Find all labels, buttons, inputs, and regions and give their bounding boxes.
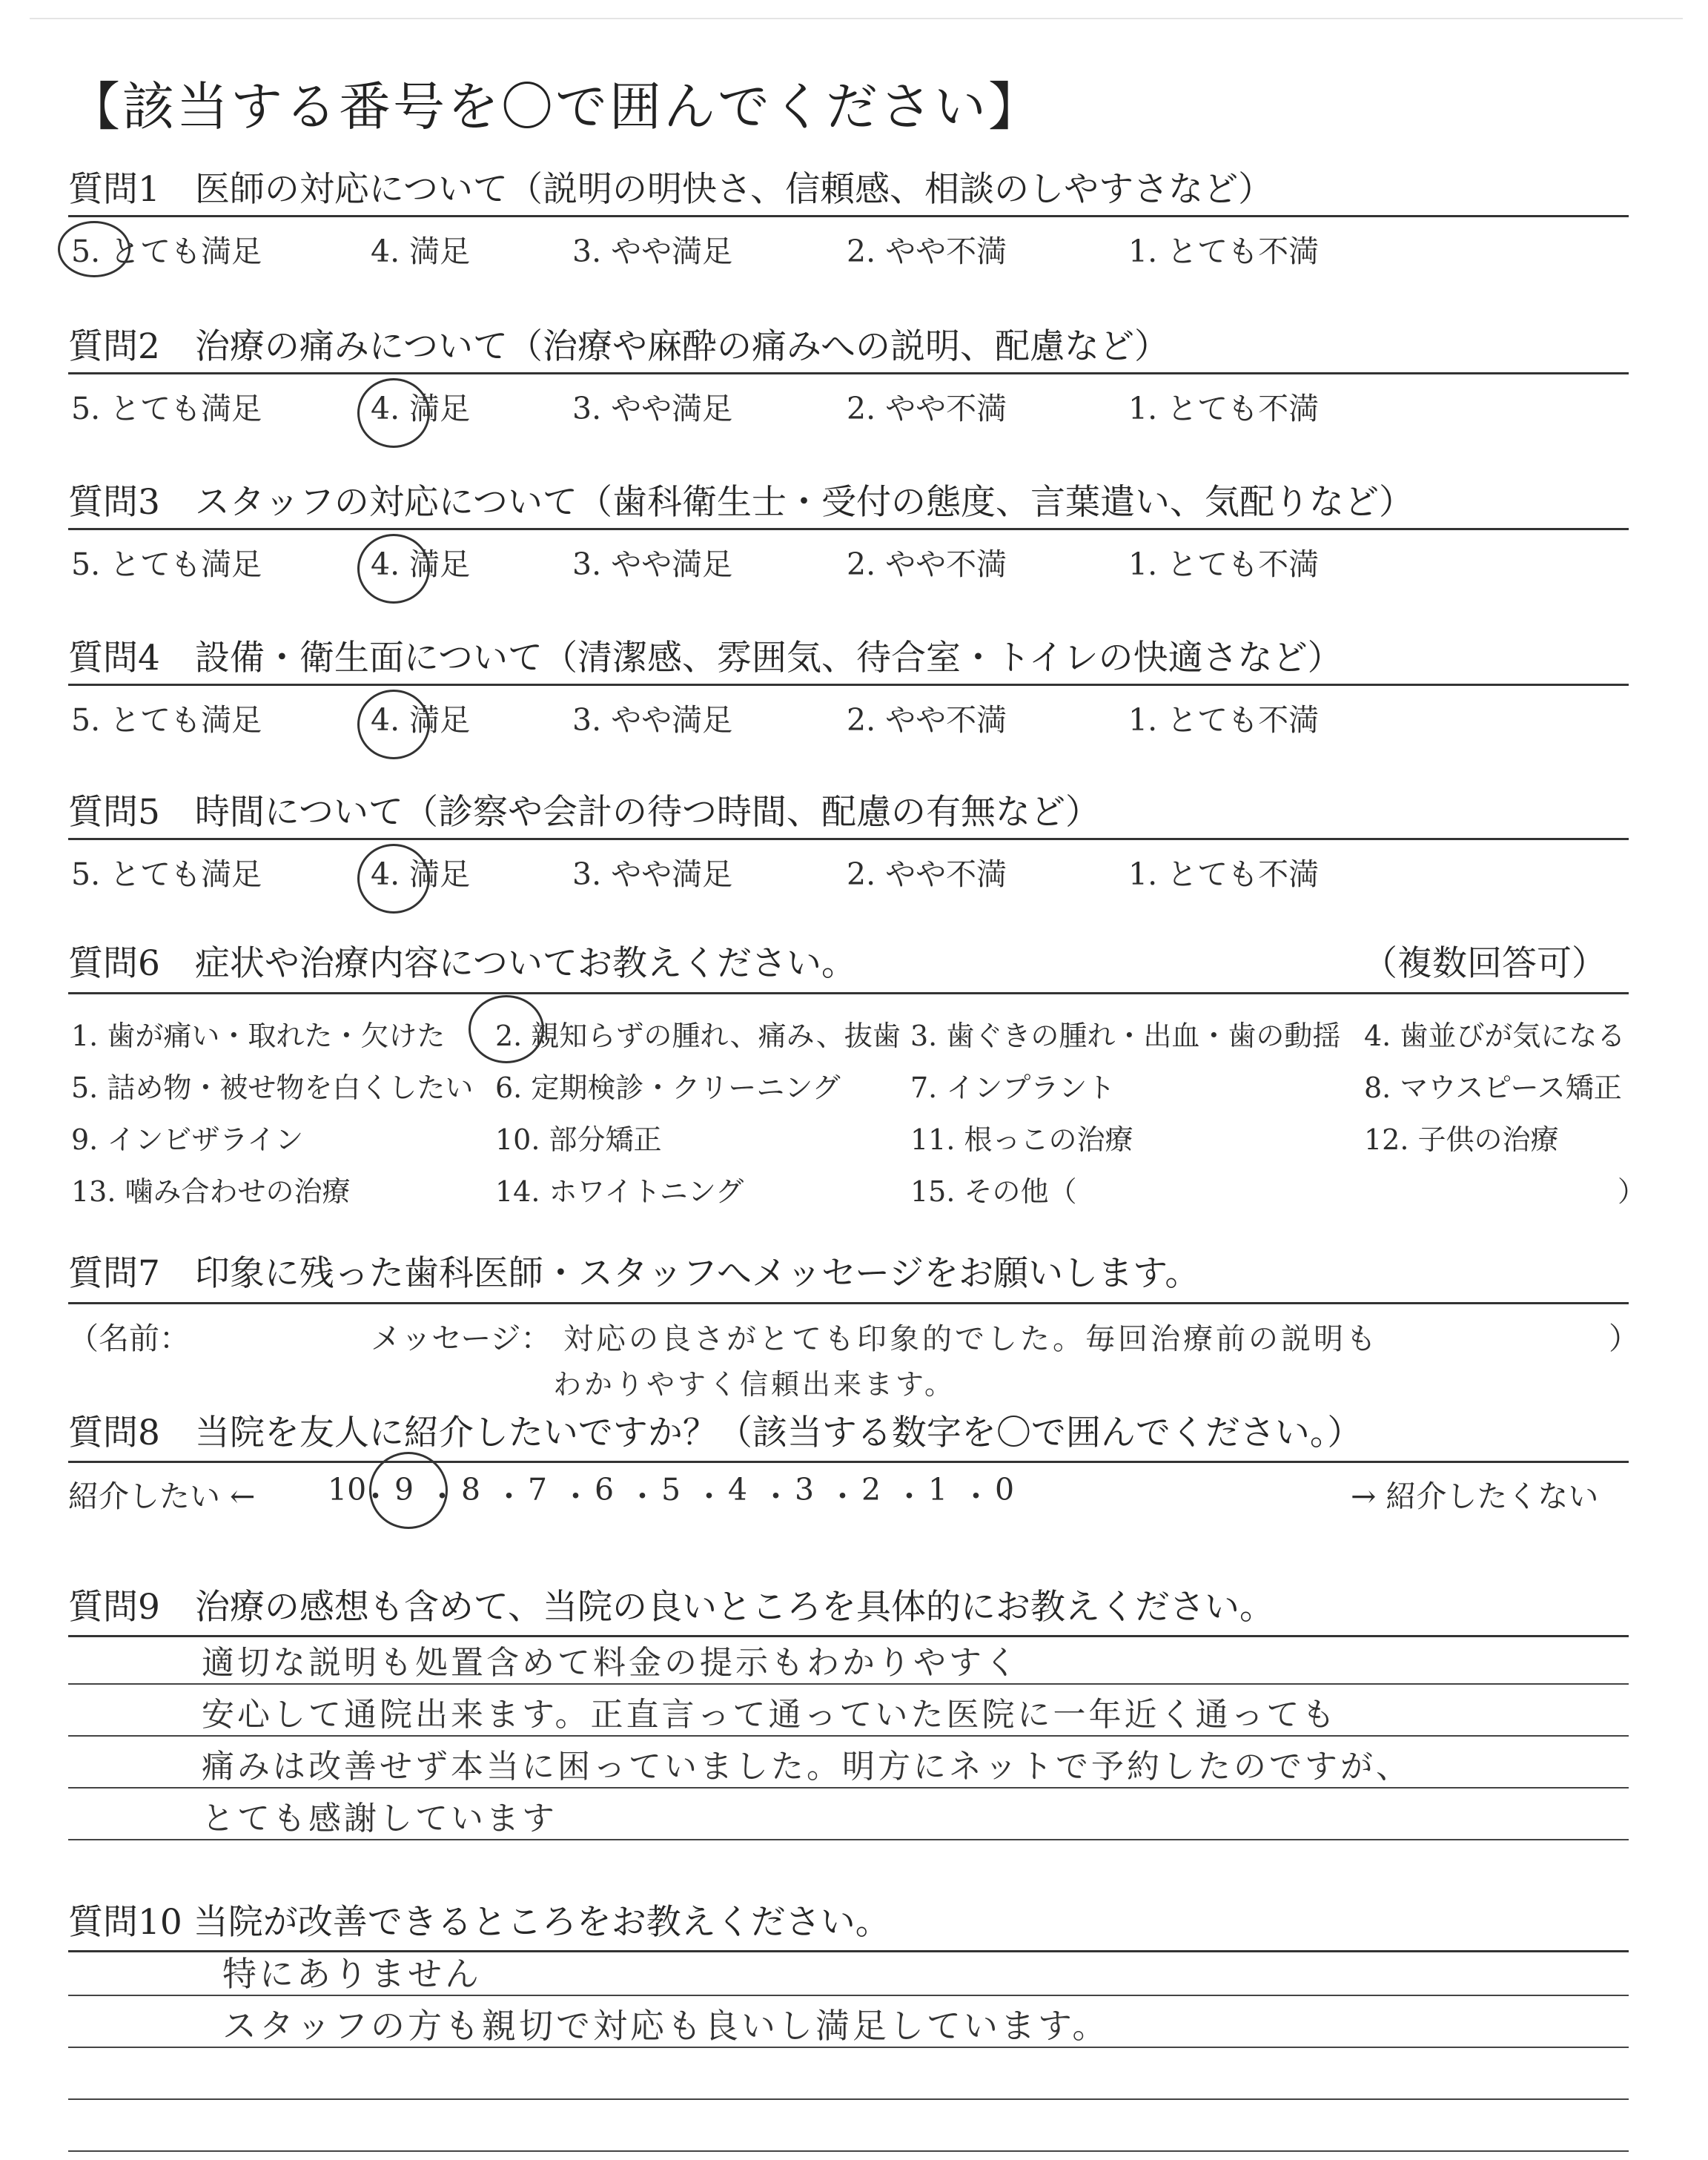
q7-message-label: メッセージ：: [371, 1321, 552, 1356]
q4-title: 質問4 設備・衛生面について（清潔感、雰囲気、待合室・トイレの快適さなど）: [68, 638, 1343, 678]
q8-left-label: 紹介したい ←: [68, 1479, 256, 1514]
q2-option-1: 1. とても不満: [1128, 391, 1320, 426]
q8-scale-10: 10: [328, 1472, 367, 1507]
q10-writing-line: [68, 2098, 1629, 2100]
q6-option-4: 4. 歯並びが気になる: [1364, 1020, 1626, 1052]
q8-rule: [68, 1461, 1629, 1463]
q6-option-16: ）: [1618, 1175, 1646, 1208]
q3-option-4: 4. 満足: [371, 546, 471, 582]
q8-title: 質問8 当院を友人に紹介したいですか？（該当する数字を〇で囲んでください。）: [68, 1413, 1363, 1453]
q8-separator: ・: [761, 1479, 791, 1514]
q6-option-12: 12. 子供の治療: [1364, 1123, 1559, 1156]
q9-writing-line: [68, 1787, 1629, 1789]
q6-option-6: 6. 定期検診・クリーニング: [495, 1071, 841, 1104]
q8-separator: ・: [894, 1479, 924, 1514]
q7-message-line2: わかりやすく信頼出来ます。: [553, 1368, 956, 1401]
q9-answer-line-3: 痛みは改善せず本当に困っていました。明方にネットで予約したのですが、: [202, 1748, 1411, 1786]
q5-option-2: 2. やや不満: [847, 856, 1007, 892]
q3-rule: [68, 528, 1629, 530]
q9-writing-line: [68, 1735, 1629, 1737]
q6-option-3: 3. 歯ぐきの腫れ・出血・歯の動揺: [910, 1020, 1341, 1052]
q2-title: 質問2 治療の痛みについて（治療や麻酔の痛みへの説明、配慮など）: [68, 326, 1170, 367]
q8-separator: ・: [360, 1479, 391, 1514]
q6-option-15: 15. その他（: [910, 1175, 1077, 1208]
q8-separator: ・: [560, 1479, 591, 1514]
q6-note: （複数回答可）: [1363, 943, 1606, 984]
q1-title: 質問1 医師の対応について（説明の明快さ、信頼感、相談のしやすさなど）: [68, 169, 1274, 210]
q4-option-2: 2. やや不満: [847, 702, 1007, 738]
q3-selection-circle: [357, 534, 430, 604]
q4-option-4: 4. 満足: [371, 702, 471, 738]
q7-name-label: （名前：: [68, 1321, 190, 1356]
q6-option-14: 14. ホワイトニング: [495, 1175, 744, 1208]
q7-close-paren: ）: [1609, 1321, 1639, 1356]
q2-option-5: 5. とても満足: [71, 391, 262, 426]
q3-title: 質問3 スタッフの対応について（歯科衛生士・受付の態度、言葉遣い、気配りなど）: [68, 482, 1414, 523]
q8-separator: ・: [827, 1479, 858, 1514]
top-border: [30, 18, 1683, 19]
q6-option-1: 1. 歯が痛い・取れた・欠けた: [71, 1020, 446, 1052]
q3-option-3: 3. やや満足: [572, 546, 733, 582]
q8-scale-5: 5: [661, 1472, 681, 1507]
q2-rule: [68, 372, 1629, 374]
q6-option-9: 9. インビザライン: [71, 1123, 304, 1156]
q4-selection-circle: [357, 690, 430, 759]
q8-separator: ・: [961, 1479, 991, 1514]
q5-option-5: 5. とても満足: [71, 856, 262, 892]
q8-scale-4: 4: [728, 1472, 748, 1507]
q8-scale-2: 2: [861, 1472, 881, 1507]
q10-writing-line: [68, 2150, 1629, 2152]
q2-option-3: 3. やや満足: [572, 391, 733, 426]
q8-separator: ・: [427, 1479, 457, 1514]
q9-answer-line-4: とても感謝しています: [202, 1800, 557, 1837]
q8-scale-1: 1: [928, 1472, 948, 1507]
q6-option-10: 10. 部分矯正: [495, 1123, 662, 1156]
q5-option-4: 4. 満足: [371, 856, 471, 892]
q6-option-11: 11. 根っこの治療: [910, 1123, 1133, 1156]
q8-right-label: → 紹介したくない: [1351, 1479, 1599, 1514]
q6-option-8: 8. マウスピース矯正: [1364, 1071, 1622, 1104]
q8-scale-8: 8: [461, 1472, 481, 1507]
q1-option-3: 3. やや満足: [572, 234, 733, 269]
q2-option-4: 4. 満足: [371, 391, 471, 426]
q8-scale-9: 9: [394, 1472, 414, 1507]
q4-option-3: 3. やや満足: [572, 702, 733, 738]
q8-selection-circle: [369, 1452, 448, 1529]
q7-title: 質問7 印象に残った歯科医師・スタッフへメッセージをお願いします。: [68, 1253, 1200, 1294]
q9-answer-line-1: 適切な説明も処置含めて料金の提示もわかりやすく: [202, 1644, 1020, 1682]
q10-title: 質問10 当院が改善できるところをお教えください。: [68, 1902, 890, 1943]
q8-separator: ・: [694, 1479, 724, 1514]
q4-option-5: 5. とても満足: [71, 702, 262, 738]
q6-option-7: 7. インプラント: [910, 1071, 1116, 1104]
q5-option-1: 1. とても不満: [1128, 856, 1320, 892]
q5-title: 質問5 時間について（診察や会計の待つ時間、配慮の有無など）: [68, 792, 1100, 833]
q8-scale-0: 0: [995, 1472, 1015, 1507]
q7-message-line1: 対応の良さがとても印象的でした。毎回治療前の説明も: [563, 1322, 1379, 1356]
q6-rule: [68, 992, 1629, 994]
q8-scale-6: 6: [595, 1472, 615, 1507]
q6-option-13: 13. 噛み合わせの治療: [71, 1175, 351, 1208]
q5-rule: [68, 838, 1629, 840]
q4-rule: [68, 684, 1629, 686]
q3-option-5: 5. とても満足: [71, 546, 262, 582]
q9-writing-line: [68, 1683, 1629, 1685]
q8-separator: ・: [494, 1479, 524, 1514]
q4-option-1: 1. とても不満: [1128, 702, 1320, 738]
q2-selection-circle: [357, 378, 430, 448]
q10-answer-line-1: 特にありません: [222, 1954, 482, 1994]
form-header: 【該当する番号を〇で囲んでください】: [68, 76, 1042, 137]
q6-selection-circle: [469, 995, 544, 1063]
q5-selection-circle: [357, 844, 430, 914]
q7-rule: [68, 1302, 1629, 1304]
q8-scale-7: 7: [528, 1472, 548, 1507]
q1-selection-circle: [58, 221, 130, 277]
q9-writing-line: [68, 1839, 1629, 1840]
q1-option-5: 5. とても満足: [71, 234, 262, 269]
q10-answer-line-2: スタッフの方も親切で対応も良いし満足しています。: [222, 2006, 1110, 2046]
q3-option-2: 2. やや不満: [847, 546, 1007, 582]
q5-option-3: 3. やや満足: [572, 856, 733, 892]
q6-title: 質問6 症状や治療内容についてお教えください。: [68, 943, 856, 984]
q8-separator: ・: [627, 1479, 658, 1514]
q1-option-1: 1. とても不満: [1128, 234, 1320, 269]
q9-answer-line-2: 安心して通院出来ます。正直言って通っていた医院に一年近く通っても: [202, 1696, 1338, 1734]
q3-option-1: 1. とても不満: [1128, 546, 1320, 582]
q1-option-4: 4. 満足: [371, 234, 471, 269]
q6-option-2: 2. 親知らずの腫れ、痛み、抜歯: [495, 1020, 901, 1052]
q8-scale-3: 3: [795, 1472, 815, 1507]
q1-rule: [68, 215, 1629, 217]
q2-option-2: 2. やや不満: [847, 391, 1007, 426]
q6-option-5: 5. 詰め物・被せ物を白くしたい: [71, 1071, 474, 1104]
q1-option-2: 2. やや不満: [847, 234, 1007, 269]
q9-title: 質問9 治療の感想も含めて、当院の良いところを具体的にお教えください。: [68, 1587, 1274, 1628]
